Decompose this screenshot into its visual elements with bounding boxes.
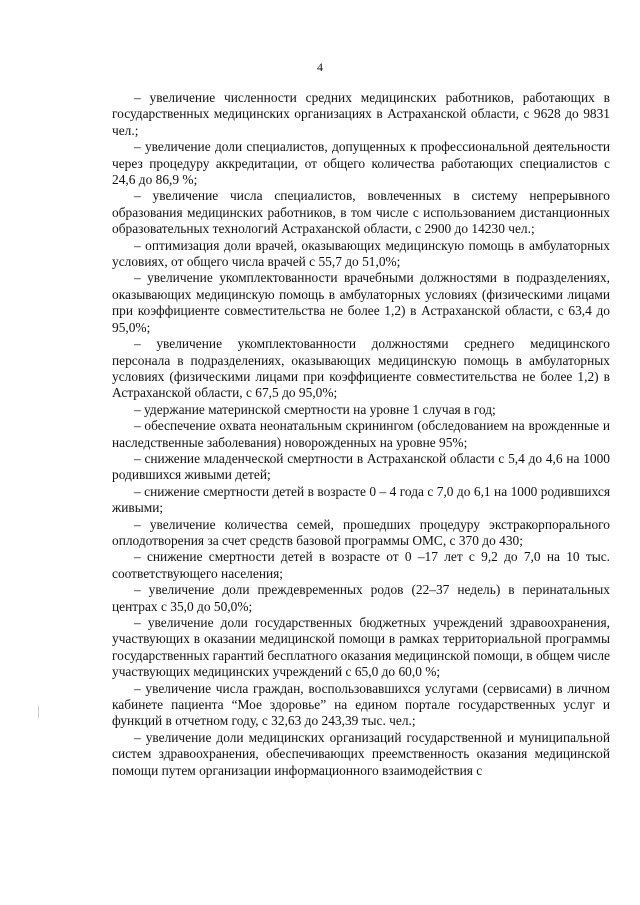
paragraph: – снижение смертности детей в возрасте 0 – 4 года с 7,0 до 6,1 на 1000 родившихся живыми;	[112, 483, 610, 516]
paragraph: – увеличение доли преждевременных родов (22–37 недель) в перинатальных центрах с 35,0 до 50,0%;	[112, 582, 610, 614]
paragraph: – увеличение числа специалистов, вовлеченных в систему непрерывного образования медицинских работников, в том числе с использованием дистанционных образовательных технологий Астраханской области, с 2900 до 14230 чел.;	[112, 188, 610, 237]
paragraph: – увеличение укомплектованности врачебными должностями в подразделениях, оказывающих медицинскую помощь в амбулаторных условиях (физическими лицами при коэффициенте совместительства не более 1,2) в Астраханской области, с 63,4 до 95,0%;	[112, 270, 610, 335]
paragraph: – обеспечение охвата неонатальным скринингом (обследованием на врожденные и наследственные заболевания) новорожденных на уровне 95%;	[112, 418, 610, 450]
margin-mark	[38, 706, 39, 718]
paragraph: – увеличение доли государственных бюджетных учреждений здравоохранения, участвующих в оказании медицинской помощи в рамках территориальной программы государственных гарантий бесплатного оказания медицинской помощи, в общем числе участвующих медицинских учреждений с 65,0 до 60,0 %;	[112, 615, 610, 680]
paragraph: – увеличение численности средних медицинских работников, работающих в государственных медицинских организациях в Астраханской области, с 9628 до 9831 чел.;	[112, 90, 610, 138]
paragraph: – увеличение доли специалистов, допущенных к профессиональной деятельности через процедуру аккредитации, от общего количества работающих специалистов с 24,6 до 86,9 %;	[112, 139, 610, 188]
body-text	[112, 90, 610, 779]
paragraph: – снижение смертности детей в возрасте от 0 –17 лет с 9,2 до 7,0 на 10 тыс. соответствующего населения;	[112, 549, 610, 581]
paragraph: – удержание материнской смертности на уровне 1 случая в год;	[134, 401, 496, 417]
page-number: 4	[317, 60, 323, 74]
paragraph: – увеличение числа граждан, воспользовавшихся услугами (сервисами) в личном кабинете пациента “Мое здоровье” на едином портале государственных услуг и функций в отчетном году, с 32,63 до 243,39 тыс. чел.;	[112, 680, 610, 729]
paragraph: – оптимизация доли врачей, оказывающих медицинскую помощь в амбулаторных условиях, от общего числа врачей с 55,7 до 51,0%;	[112, 237, 610, 270]
paragraph: – увеличение доли медицинских организаций государственной и муниципальной систем здравоохранения, обеспечивающих преемственность оказания медицинской помощи путем организации информационного взаимодействия с	[112, 729, 610, 778]
paragraph: – снижение младенческой смертности в Астраханской области с 5,4 до 4,6 на 1000 родившихся живыми детей;	[112, 450, 610, 483]
paragraph: – увеличение количества семей, прошедших процедуру экстракорпорального оплодотворения за счет средств базовой программы ОМС, с 370 до 430;	[112, 516, 610, 548]
paragraph: – увеличение укомплектованности должностями среднего медицинского персонала в подразделениях, оказывающих медицинскую помощь в амбулаторных условиях (физическими лицами при коэффициенте совместительства не более 1,2) в Астраханской области, с 67,5 до 95,0%;	[112, 336, 610, 401]
